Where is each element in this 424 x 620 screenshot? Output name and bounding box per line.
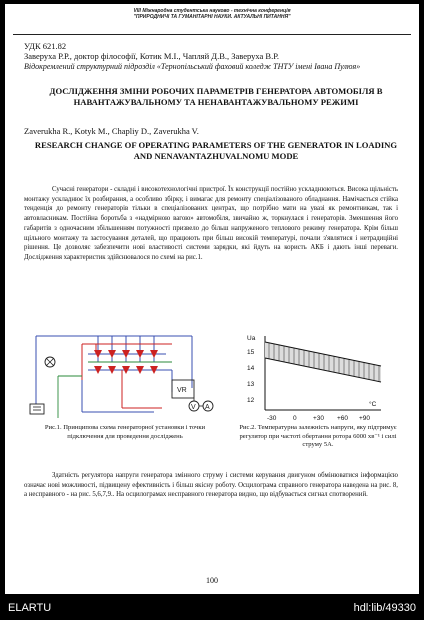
fig1-caption: Рис.1. Принципова схема генераторної установки і точки підключення для проведення досліджень xyxy=(44,424,206,440)
xtick-2: 0 xyxy=(293,415,297,422)
xunit: °C xyxy=(369,401,377,408)
ytick-15: 15 xyxy=(247,349,255,356)
paragraph-1: Сучасні генератори - складні і високотехнологічні пристрої. Їх конструкції постійно ускладнюються. Висока щільність монтажу ускладнює їх розбирання, а особливо збірку, і вимагає для ремонту спеціалізованого обладнання. Намічається стійка тенденція до ремонту генераторів тільки в спеціалізованих центрах, що потрібно мати на увазі як ремонтникам, так і автовласникам. Постійна боротьба з «надмірною вагою» автомобіля, звичайно ж, торкнулася і генераторів. Зменшення його габаритів з одночасним збільшенням потужності призвело до більш напруженого теплового режиму генератора. Крім більш щільного монтажу та застосування деталей, що працюють при більш високій температурі, почали з'являтися і нетрадиційні рішення. Це дозволяє забезпечити нові властивості системи зарядки, які йдуть на користь АКБ і дають інші переваги. Дослідження характеристик здійснювалося по схемі на рис.1. xyxy=(24,186,398,261)
title-en: RESEARCH CHANGE OF OPERATING PARAMETERS OF THE GENERATOR IN LOADING AND NENAVANTAZHUVALNOMU MODE xyxy=(34,140,398,162)
header-line1: VIII Міжнародна студентська науково - технічна конференція xyxy=(133,8,291,14)
fig2-caption: Рис.2. Температурна залежність напруги, яку підтримує регулятор при частоті обертання ротора 6000 хв⁻¹ і силі струму 5А. xyxy=(239,424,397,449)
xtick-4: +60 xyxy=(337,415,349,422)
page-number: 100 xyxy=(206,576,218,585)
ytick-14: 14 xyxy=(247,365,255,372)
ytick-12: 12 xyxy=(247,397,255,404)
ytick-13: 13 xyxy=(247,381,255,388)
organization-ua: Відокремлений структурний підрозділ «Тернопільський фаховий коледж ТНТУ імені Івана Пулюя» xyxy=(24,62,361,71)
temperature-graph xyxy=(241,332,391,422)
xtick-3: +30 xyxy=(313,415,325,422)
circuit-diagram xyxy=(22,332,222,424)
footer-left-label: ELARTU xyxy=(8,602,52,614)
header-line2: "ПРИРОДНИЧІ ТА ГУМАНІТАРНІ НАУКИ. АКТУАЛЬНІ ПИТАННЯ" xyxy=(133,14,291,21)
document-page xyxy=(5,4,419,594)
authors-en: Zaverukha R., Kotyk M., Chapliy D., Zaverukha V. xyxy=(24,126,199,136)
xtick-1: -30 xyxy=(267,415,277,422)
title-ua: ДОСЛІДЖЕННЯ ЗМІНИ РОБОЧИХ ПАРАМЕТРІВ ГЕНЕРАТОРА АВТОМОБІЛЯ В НАВАНТАЖУВАЛЬНОМУ ТА НЕНАВАНТАЖУВАЛЬНОМУ РЕЖИМІ xyxy=(49,86,383,108)
udk-code: УДК 621.82 xyxy=(24,41,67,51)
vr-label: VR xyxy=(177,387,187,394)
footer-handle: hdl:lib/49330 xyxy=(353,602,416,614)
header-divider xyxy=(13,34,411,35)
ammeter-label: A xyxy=(205,404,210,411)
paragraph-2: Здатність регулятора напруги генератора змінного струму і системи керування двигуном обмінюватися інформацією означає нові можливості, підвищену ефективність і більш якісну роботу. Осцилограма справного генератора наведена на рис. 8, а несправного - на рис. 5,6,7,9.. На осцилограмах несправного генератора видно, що відбувається сигнал спотворений. xyxy=(24,472,398,499)
xtick-5: +90 xyxy=(359,415,371,422)
authors-ua: Заверуха Р.Р., доктор філософії, Котик М.І., Чапляй Д.В., Заверуха В.Р. xyxy=(24,51,280,61)
conference-header xyxy=(5,8,419,20)
repository-footer xyxy=(0,596,424,620)
voltmeter-label: V xyxy=(191,404,196,411)
ylabel: Ua xyxy=(247,335,256,342)
